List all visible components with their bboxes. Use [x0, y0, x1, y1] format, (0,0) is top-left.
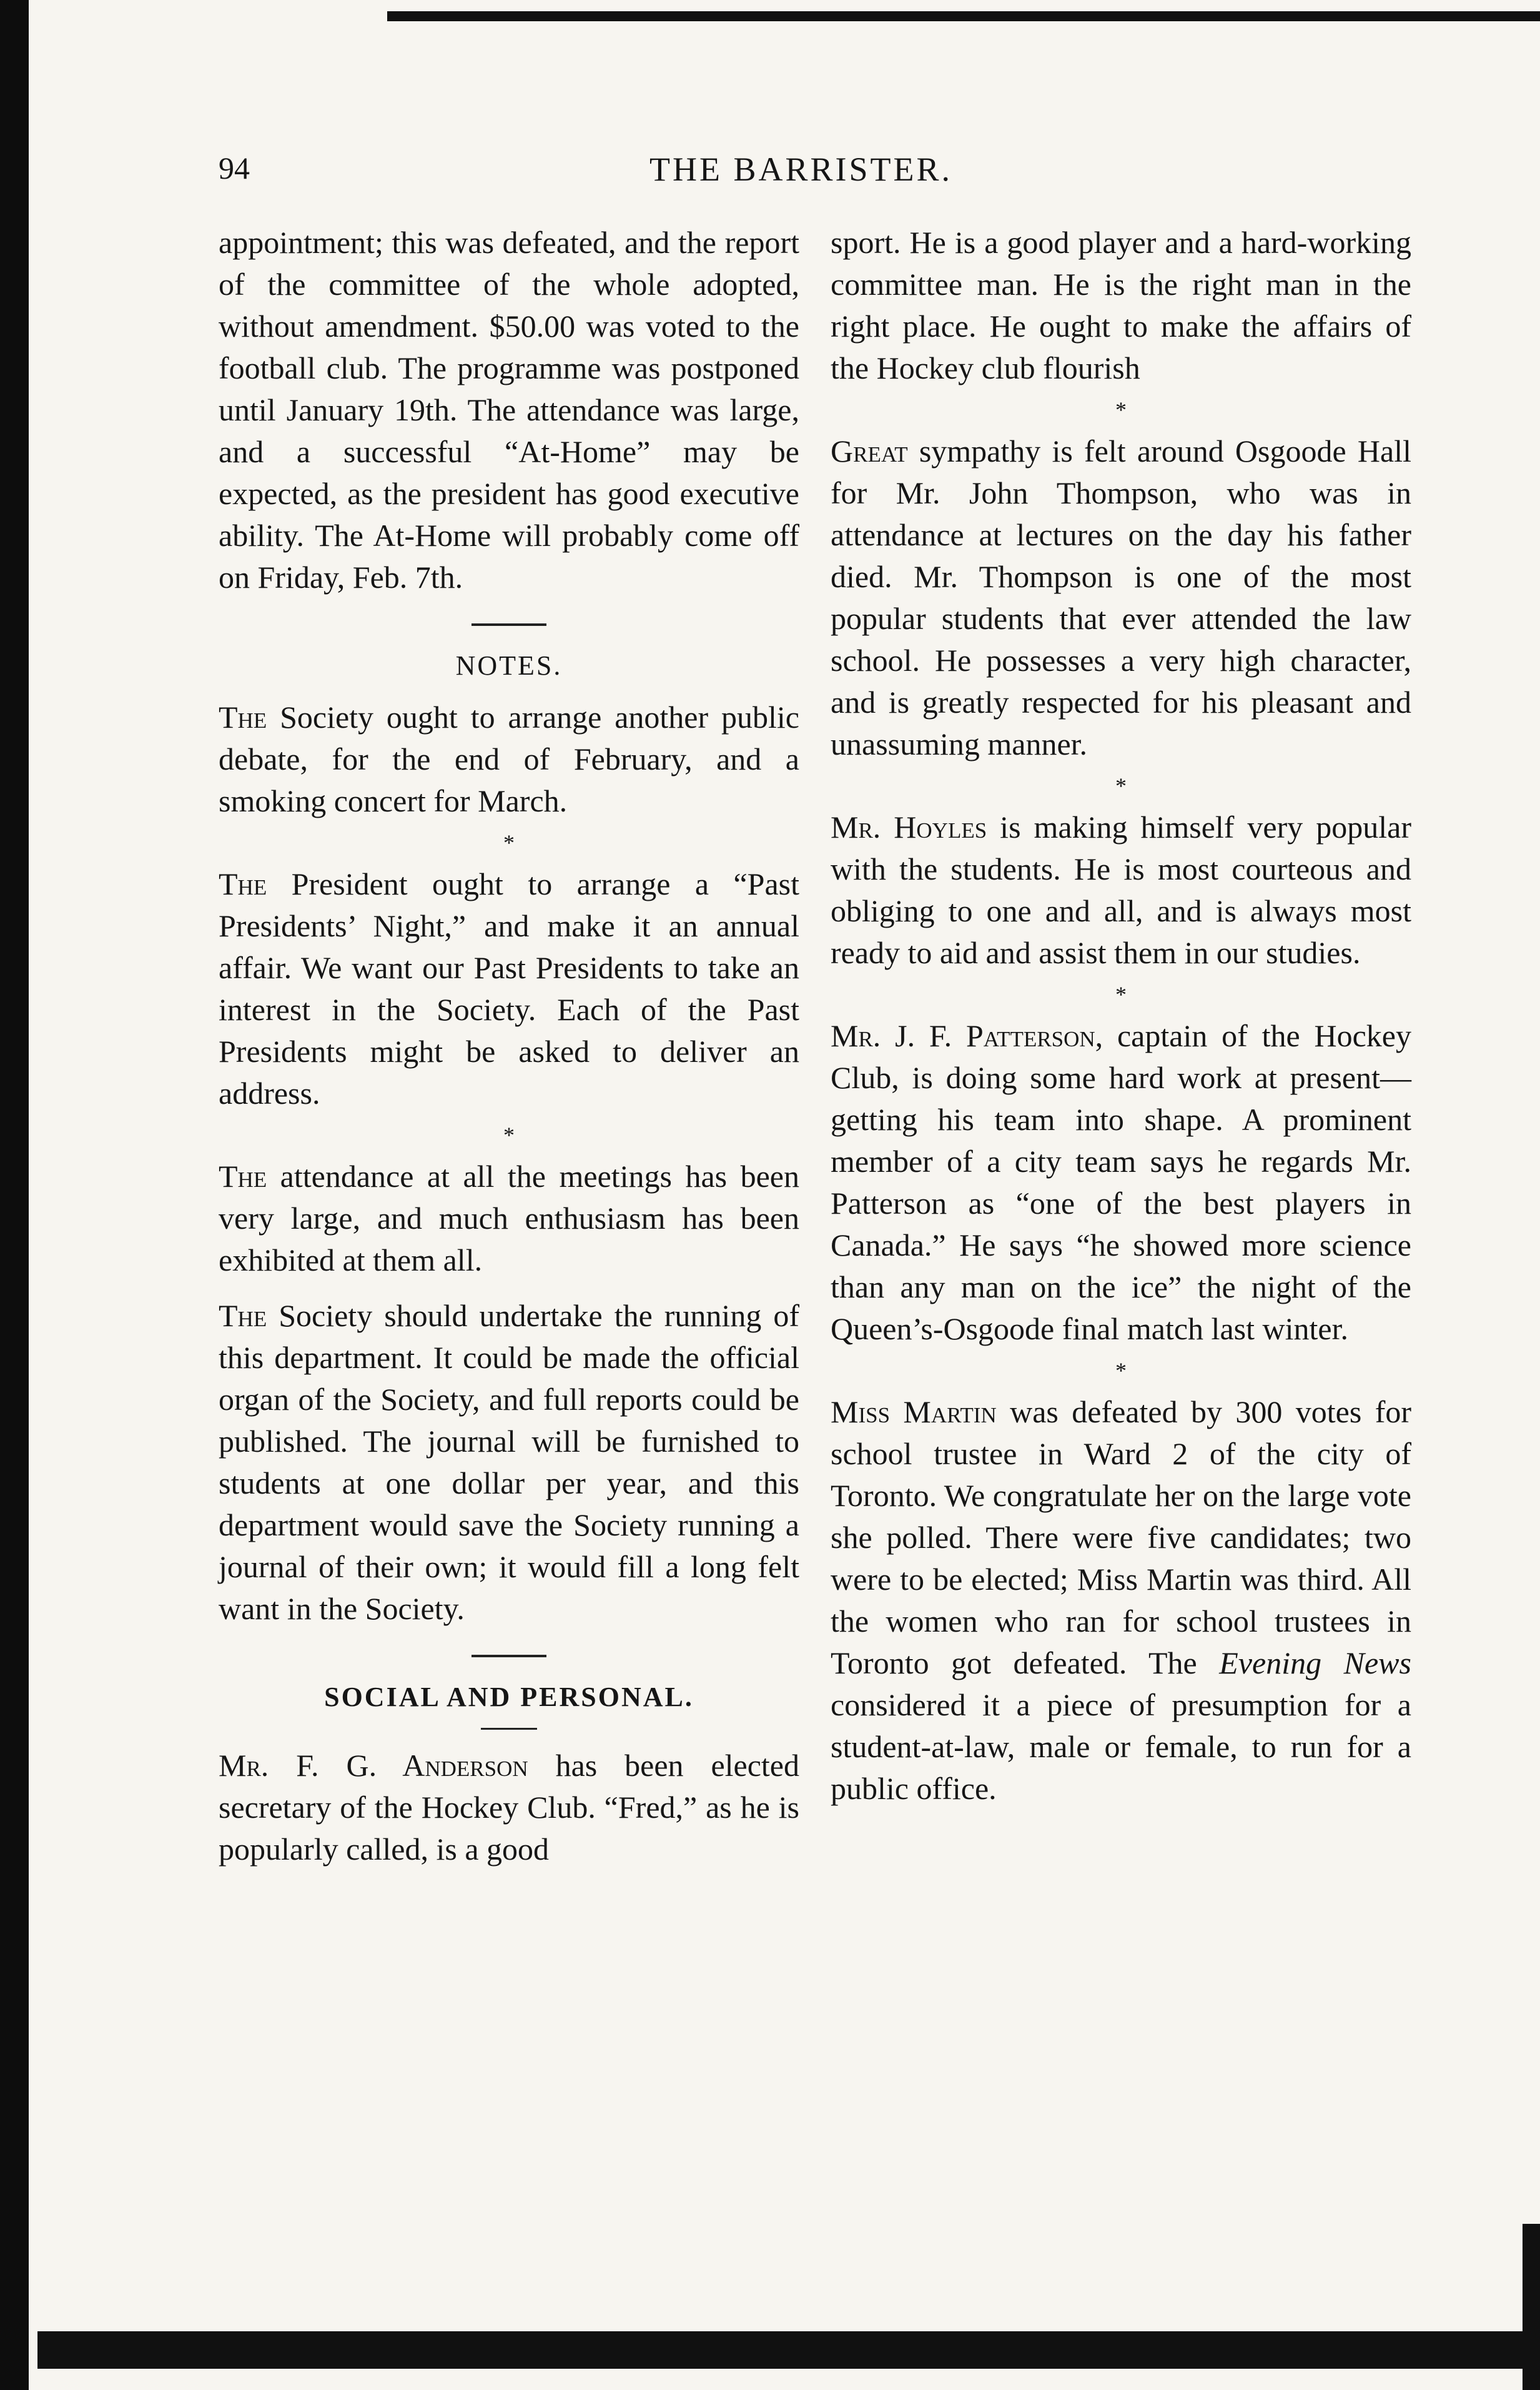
notes-paragraph-3: [219, 1156, 799, 1281]
star-separator: *: [1115, 982, 1127, 1007]
star-separator: *: [1115, 773, 1127, 798]
personal-item-3: [831, 1015, 1411, 1350]
scan-border-bottom: [37, 2331, 1540, 2369]
page-number: 94: [219, 151, 250, 186]
notes-heading: NOTES.: [455, 650, 563, 681]
paragraph-text: Society ought to arrange another public debate, for the end of February, and a smoking concert for March.: [219, 700, 799, 818]
social-paragraph-1: [219, 1745, 799, 1870]
notes-paragraph-4: [219, 1295, 799, 1630]
star-separator: *: [1115, 1358, 1127, 1383]
scan-border-right: [1523, 2224, 1540, 2390]
scan-border-left: [0, 0, 29, 2390]
social-heading: SOCIAL AND PERSONAL.: [324, 1682, 694, 1712]
running-head: THE BARRISTER.: [649, 151, 953, 188]
opening-paragraph: appointment; this was defeated, and the report of the committee of the whole adopted, without amendment. $50.00 was voted to the football club. The programme was postponed until January 19th. The attendance was large, and a successful “At-Home” may be expected, as the president has good executive ability. The At-Home will probably come off on Friday, Feb. 7th.: [219, 225, 799, 595]
star-separator: *: [503, 1123, 515, 1148]
paragraph-lead: Mr. Hoyles: [831, 810, 987, 845]
continuation-paragraph: sport. He is a good player and a hard-working committee man. He is the right man in the right place. He ought to make the affairs of the Hockey club flourish: [831, 225, 1411, 385]
paragraph-lead: The: [219, 700, 267, 735]
right-column: [831, 222, 1411, 1810]
personal-item-1: [831, 430, 1411, 765]
scan-border-top: [387, 11, 1540, 21]
heading-rule: [481, 1728, 537, 1730]
star-separator: *: [503, 830, 515, 855]
paragraph-lead: Great: [831, 434, 908, 469]
personal-item-4: [831, 1391, 1411, 1810]
paragraph-text: President ought to arrange a “Past Presidents’ Night,” and make it an annual affair. We want our Past Presidents to take an interest in the Society. Each of the Past Presidents might be asked to deliver an address.: [219, 866, 799, 1111]
newspaper-title: Evening News: [1219, 1645, 1411, 1680]
notes-paragraph-2: [219, 863, 799, 1114]
paragraph-lead: Miss Martin: [831, 1394, 997, 1429]
paragraph-lead: The: [219, 866, 267, 901]
paragraph-text: is making himself very popular with the students. He is most courteous and obliging to one and all, and is always most ready to aid and assist them in our studies.: [831, 810, 1412, 970]
paragraph-lead: The: [219, 1298, 267, 1333]
paragraph-lead: The: [219, 1159, 267, 1194]
left-column: [219, 222, 799, 1870]
paragraph-text: was defeated by 300 votes for school trustee in Ward 2 of the city of Toronto. We congratulate her on the large vote she polled. There were five candidates; two were to be elected; Miss Martin was third. All the women who ran for school trustees in Toronto got defeated. The: [831, 1394, 1411, 1680]
paragraph-lead: Mr. J. F. Patterson,: [831, 1018, 1103, 1053]
paragraph-text: has been elected secretary of the Hockey Club. “Fred,” as he is popularly called, is a good: [219, 1748, 800, 1867]
paragraph-text: considered it a piece of presumption for a student-at-law, male or female, to run for a public office.: [831, 1687, 1411, 1806]
paragraph-text: Society should undertake the running of this department. It could be made the official organ of the Society, and full reports could be published. The journal will be furnished to students at one dollar per year, and this department would save the Society running a journal of their own; it would fill a long felt want in the Society.: [219, 1298, 799, 1626]
paragraph-text: sympathy is felt around Osgoode Hall for Mr. John Thompson, who was in attendance at lectures on the day his father died. Mr. Thompson is one of the most popular students that ever attended the law school. He possesses a very high character, and is greatly respected for his pleasant and unassuming manner.: [831, 434, 1411, 761]
paragraph-text: captain of the Hockey Club, is doing some hard work at present—getting his team into shape. A prominent member of a city team says he regards Mr. Patterson as “one of the best players in Canada.” He says “he showed more science than any man on the ice” the night of the Queen’s-Osgoode final match last winter.: [831, 1018, 1411, 1346]
paragraph-text: attendance at all the meetings has been very large, and much enthusiasm has been exhibited at them all.: [219, 1159, 799, 1277]
section-rule: [471, 1655, 546, 1657]
star-separator: *: [1115, 397, 1127, 422]
personal-item-2: [831, 806, 1411, 974]
notes-paragraph-1: [219, 697, 799, 822]
section-rule: [471, 623, 546, 626]
paragraph-lead: Mr. F. G. Anderson: [219, 1748, 528, 1783]
